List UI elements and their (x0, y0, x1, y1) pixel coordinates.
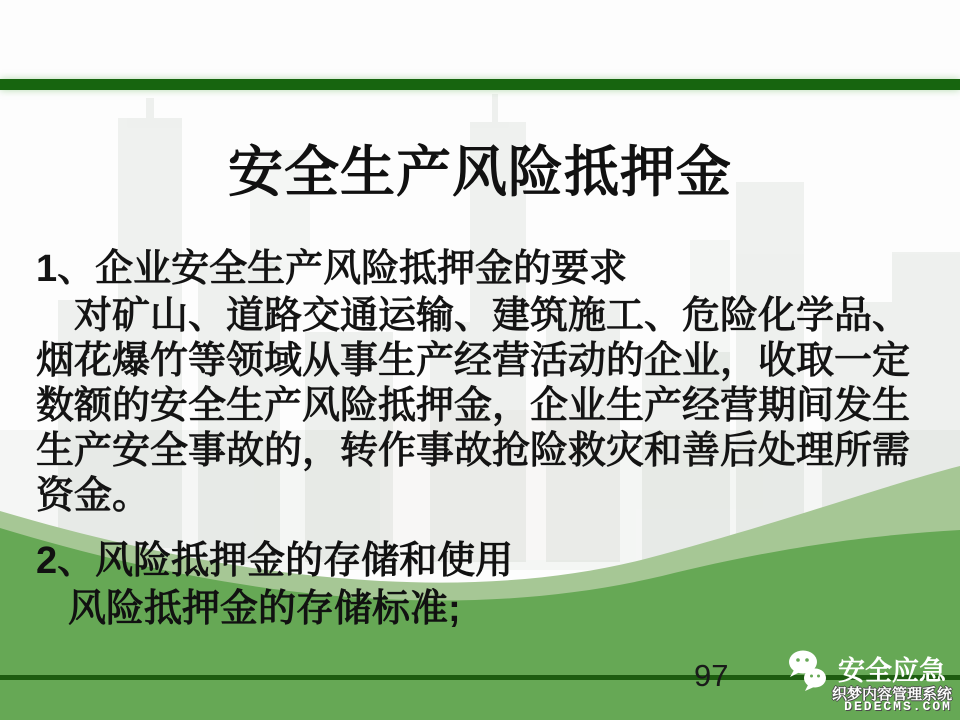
cms-watermark-domain: DEDECMS.COM (844, 699, 952, 714)
paragraph-line: 资金。 (36, 475, 151, 517)
paragraph-line: 数额的安全生产风险抵押金，企业生产经营期间发生 (36, 385, 911, 427)
brand-label: 安全应急 (838, 656, 946, 686)
cms-watermark-text: 织梦内容管理系统 (831, 686, 952, 703)
page-number: 97 (694, 658, 729, 693)
subline: 风险抵押金的存储标准; (68, 588, 461, 630)
paragraph-line: 生产安全事故的，转作事故抢险救灾和善后处理所需 (36, 430, 911, 472)
body-paragraph (36, 294, 910, 519)
wechat-icon (784, 648, 830, 694)
paragraph-line: 对矿山、道路交通运输、建筑施工、危险化学品、 (74, 295, 911, 337)
heading-1: 1、企业安全生产风险抵押金的要求 (36, 248, 628, 290)
paragraph-line: 烟花爆竹等领域从事生产经营活动的企业，收取一定 (36, 340, 911, 382)
top-divider-bar (0, 79, 960, 90)
slide-title: 安全生产风险抵押金 (227, 141, 732, 203)
heading-2: 2、风险抵押金的存储和使用 (36, 540, 514, 582)
